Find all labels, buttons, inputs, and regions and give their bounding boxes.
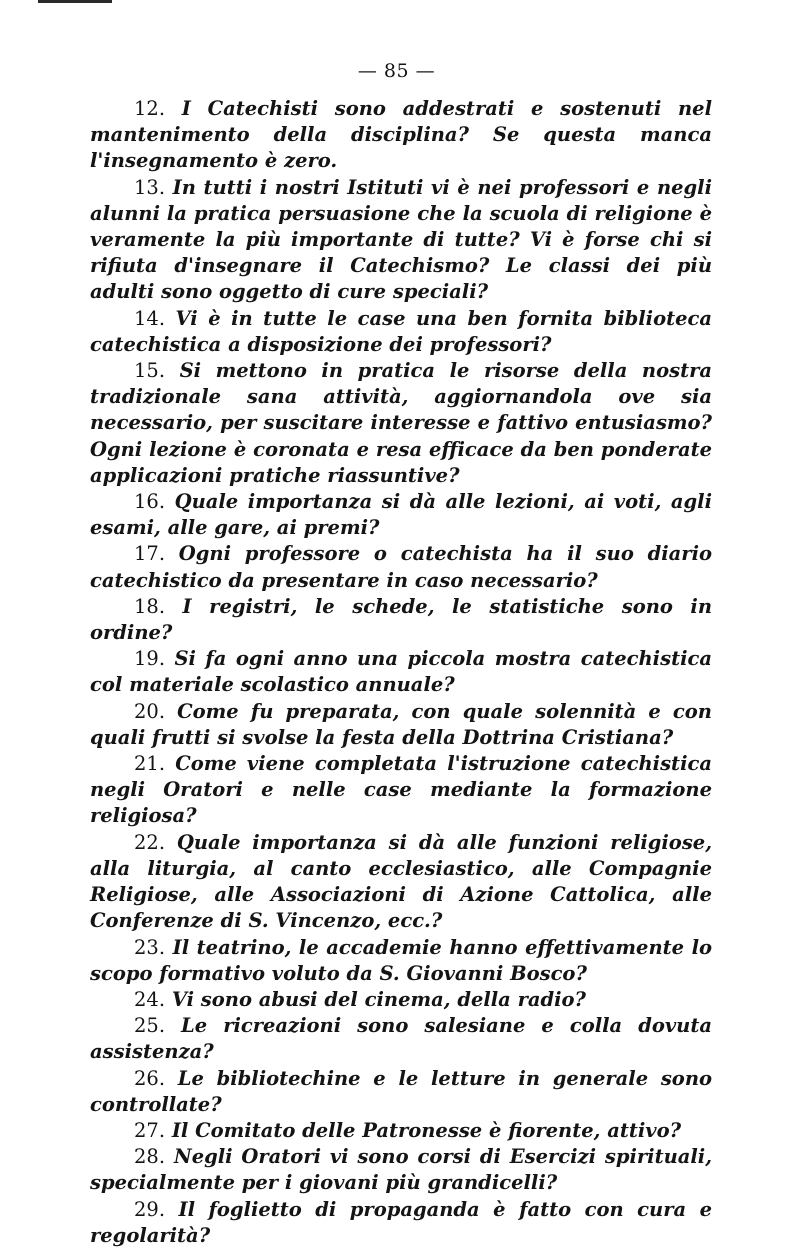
- question-text: Si fa ogni anno una piccola mostra catechistica col materiale scolastico annuale?: [90, 647, 712, 697]
- question-number: 26.: [134, 1066, 166, 1090]
- question-text: I registri, le schede, le statistiche sono in ordine?: [90, 594, 713, 645]
- question-28: [90, 1144, 712, 1196]
- question-number: 24.: [134, 987, 166, 1011]
- question-number: 15.: [134, 359, 166, 383]
- question-17: [90, 541, 712, 593]
- question-13: [90, 175, 712, 306]
- question-number: 12.: [134, 97, 166, 120]
- question-text: In tutti i nostri Istituti vi è nei professori e negli alunni la pratica persuasione che la scuola di religione è veramente la più importante di tutte? Vi è forse chi si rifiuta d'insegnare il Catechismo? Le classi dei più adulti sono oggetto di cure speciali?: [90, 175, 712, 304]
- question-21: [90, 751, 712, 830]
- question-number: 22.: [134, 830, 166, 854]
- question-text: Si mettono in pratica le risorse della nostra tradizionale sana attività, aggiornandola ove sia necessario, per suscitare interesse e fattivo entusiasmo? Ogni lezione è coronata e resa efficace da ben ponderate applicazioni pratiche riassuntive?: [90, 359, 712, 487]
- question-text: Il teatrino, le accademie hanno effettivamente lo scopo formativo voluto da S. Giovanni Bosco?: [90, 935, 712, 985]
- question-number: 27.: [134, 1118, 166, 1142]
- question-text: Vi è in tutte le case una ben fornita biblioteca catechistica a disposizione dei professori?: [90, 306, 712, 356]
- question-14: [90, 306, 712, 358]
- question-number: 13.: [134, 175, 166, 199]
- question-text: Le ricreazioni sono salesiane e colla dovuta assistenza?: [90, 1014, 712, 1064]
- question-12: [90, 96, 712, 175]
- question-26: [90, 1066, 712, 1118]
- question-18: [90, 594, 712, 646]
- question-number: 29.: [134, 1197, 166, 1221]
- question-text: Il foglietto di propaganda è fatto con cura e regolarità?: [90, 1197, 712, 1247]
- question-15: [90, 358, 712, 489]
- question-22: [90, 830, 712, 935]
- question-text: Vi sono abusi del cinema, della radio?: [171, 987, 586, 1011]
- top-rule: [38, 0, 112, 3]
- question-number: 19.: [134, 647, 166, 671]
- question-text: Il Comitato delle Patronesse è fiorente, attivo?: [171, 1118, 682, 1142]
- question-number: 17.: [134, 542, 166, 566]
- question-24: [90, 987, 712, 1013]
- question-25: [90, 1013, 712, 1065]
- question-number: 18.: [134, 594, 166, 618]
- questions-list: [90, 96, 712, 1249]
- question-text: Come viene completata l'istruzione catechistica negli Oratori e nelle case mediante la formazione religiosa?: [90, 752, 712, 828]
- question-number: 20.: [134, 699, 166, 723]
- question-text: Ogni professore o catechista ha il suo diario catechistico da presentare in caso necessario?: [90, 542, 712, 592]
- question-number: 28.: [134, 1145, 166, 1169]
- question-number: 23.: [134, 935, 166, 959]
- question-text: Le bibliotechine e le letture in generale sono controllate?: [90, 1066, 712, 1116]
- question-number: 25.: [134, 1014, 166, 1038]
- question-20: [90, 699, 712, 751]
- question-23: [90, 935, 712, 987]
- question-text: Come fu preparata, con quale solennità e con quali frutti si svolse la festa della Dottrina Cristiana?: [90, 699, 712, 749]
- question-27: [90, 1118, 712, 1144]
- question-29: [90, 1197, 712, 1249]
- question-text: Negli Oratori vi sono corsi di Esercizi spirituali, specialmente per i giovani più grandicelli?: [90, 1145, 712, 1195]
- page-number: — 85 —: [357, 60, 436, 82]
- question-text: Quale importanza si dà alle lezioni, ai voti, agli esami, alle gare, ai premi?: [90, 490, 712, 540]
- question-text: I Catechisti sono addestrati e sostenuti nel mantenimento della disciplina? Se questa manca l'insegnamento è zero.: [90, 97, 712, 173]
- question-number: 14.: [134, 306, 166, 330]
- question-number: 21.: [134, 752, 166, 776]
- question-number: 16.: [134, 490, 166, 514]
- question-text: Quale importanza si dà alle funzioni religiose, alla liturgia, al canto ecclesiastico, alle Compagnie Religiose, alle Associazioni di Azione Cattolica, alle Conferenze di S. Vincenzo, ecc.?: [90, 830, 712, 933]
- question-19: [90, 646, 712, 698]
- question-16: [90, 489, 712, 541]
